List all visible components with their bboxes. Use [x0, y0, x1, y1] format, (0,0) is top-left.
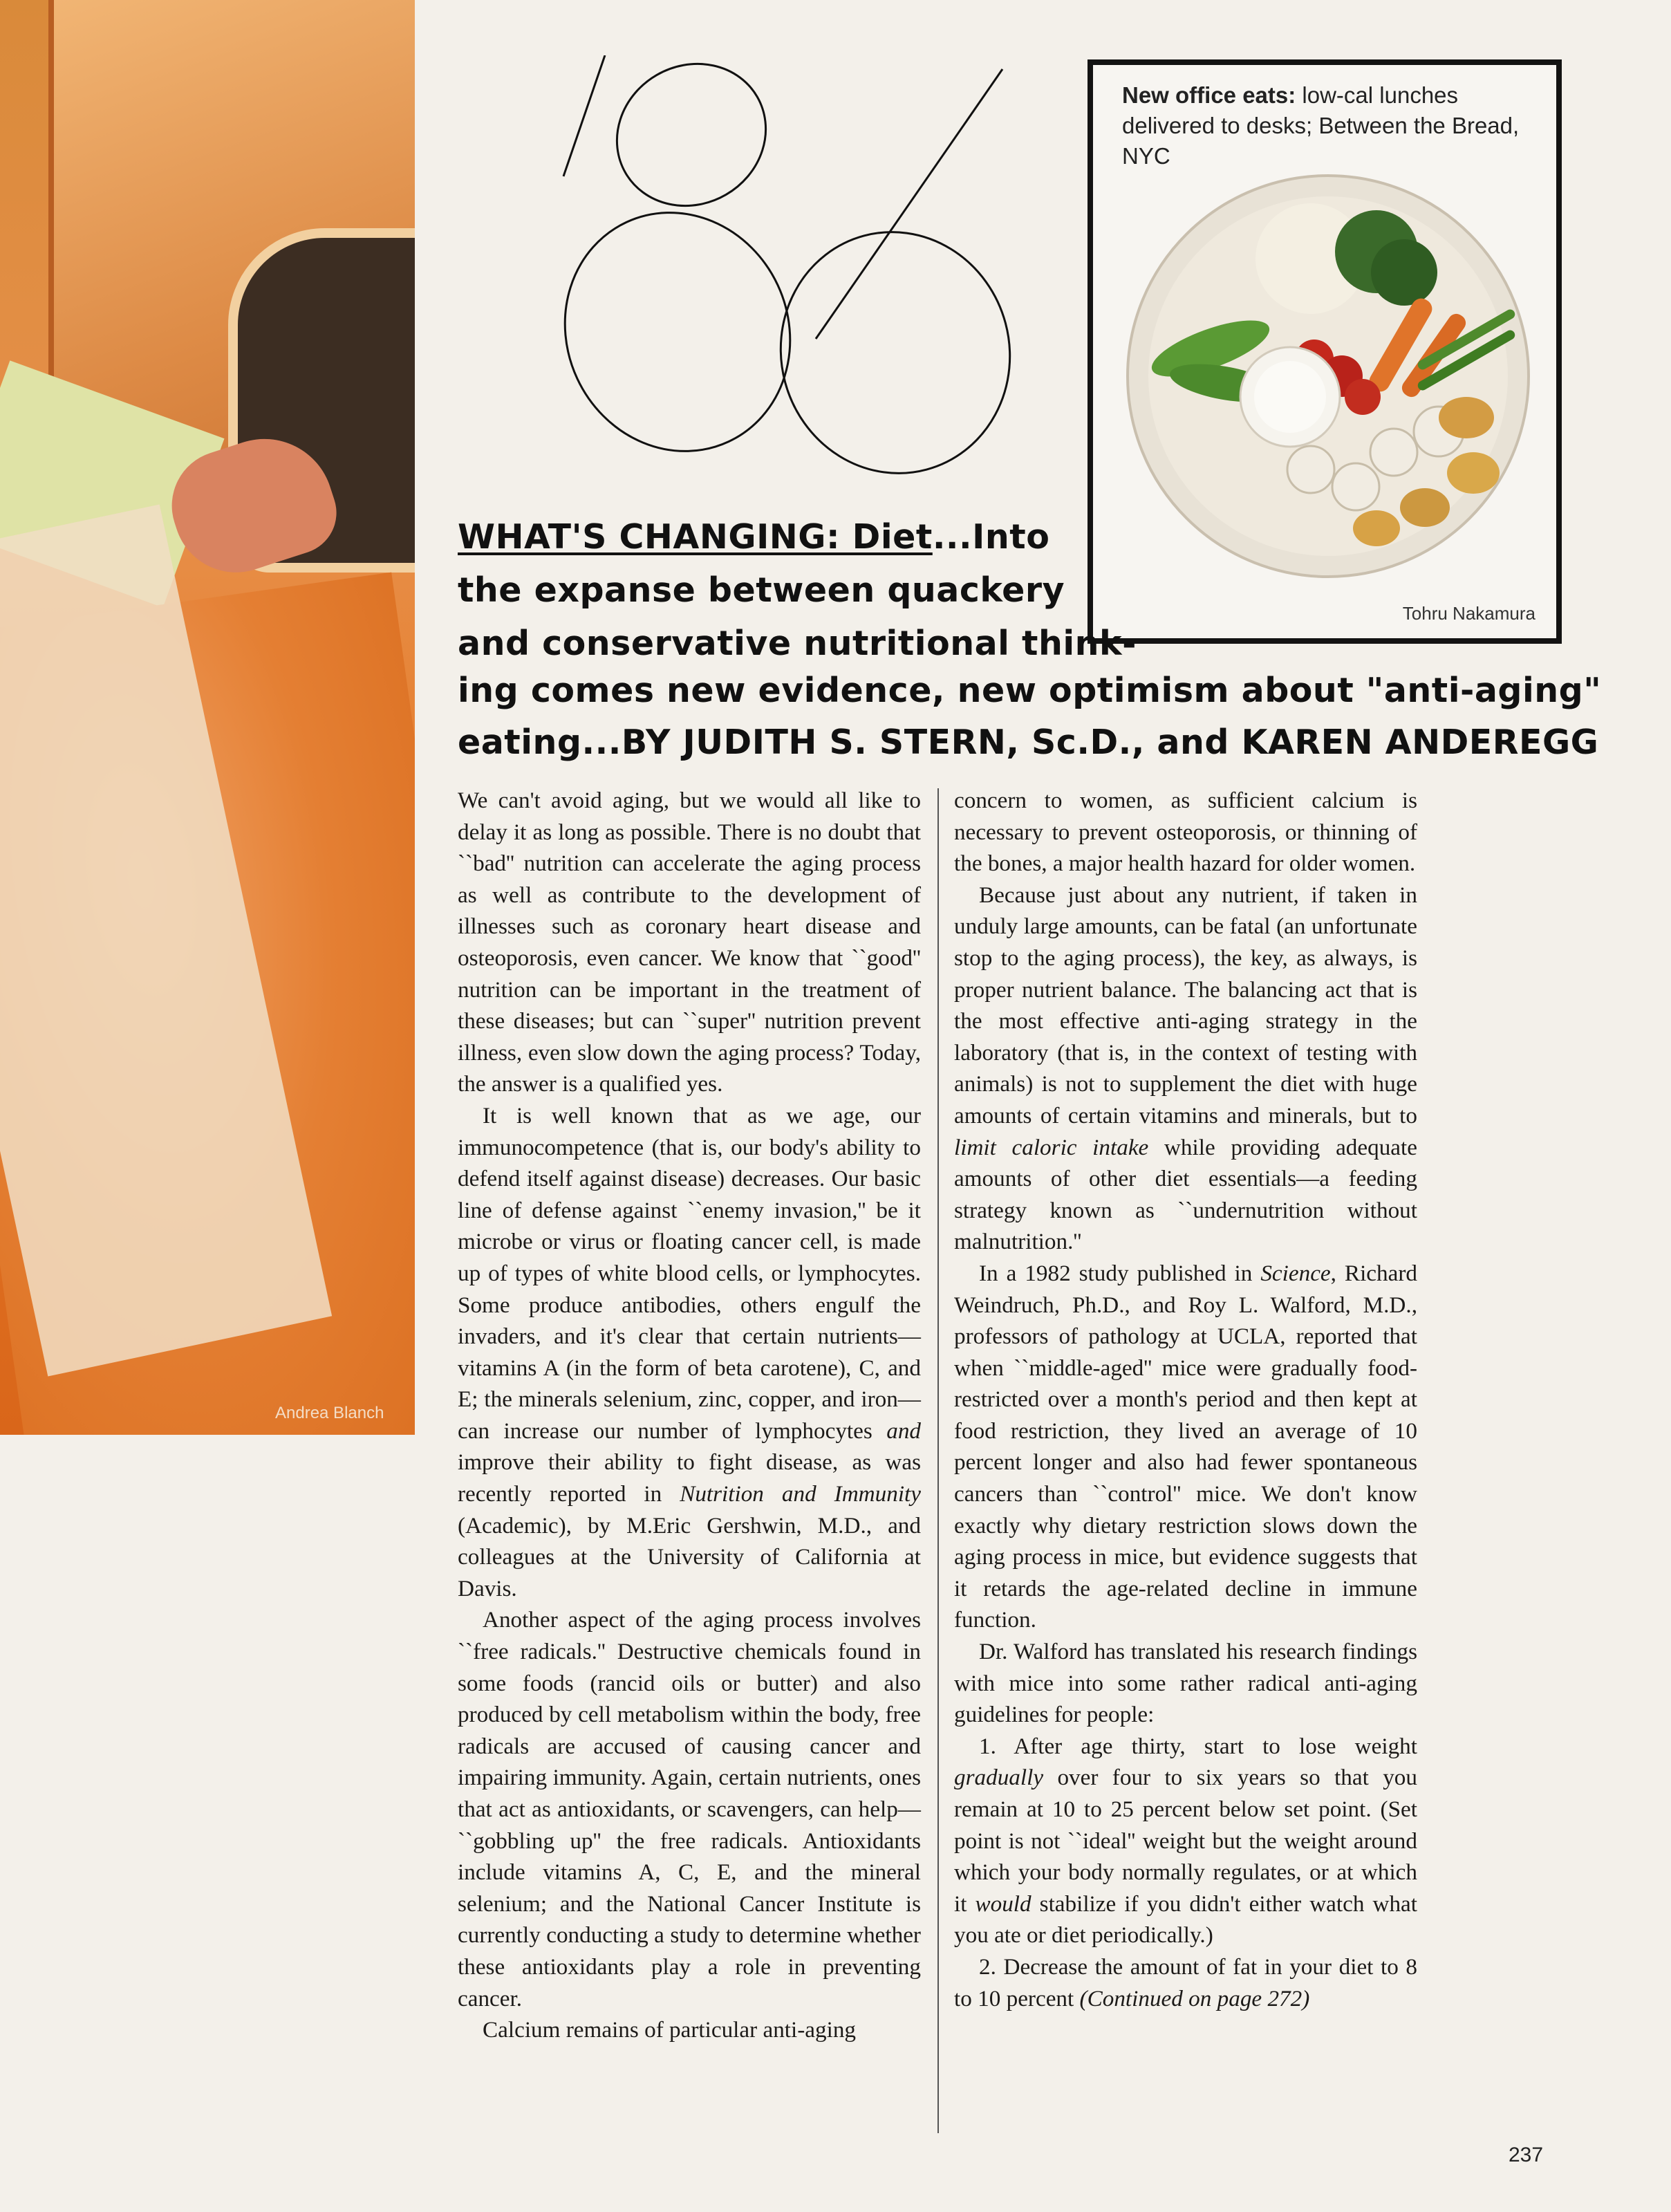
headline-byline: eating...BY JUDITH S. STERN, Sc.D., and KAREN ANDEREGG	[458, 723, 1599, 762]
paragraph: Because just about any nutrient, if taken in unduly large amounts, can be fatal (an unfortunate stop to the aging process), the key, as always, is proper nutrient balance. The balancing act that is the most effective anti-aging strategy in the laboratory (that is, in the context of testing with animals) is not to supplement the diet with huge amounts of certain vitamins and minerals, but to limit caloric intake while providing adequate amounts of other diet essentials—a feeding strategy known as ``undernutrition without malnutrition.''	[954, 882, 1417, 1255]
headline-line-4: ing comes new evidence, new optimism about "anti-aging"	[458, 671, 1602, 710]
paragraph: Another aspect of the aging process involves ``free radicals.'' Destructive chemicals found in some foods (rancid oils or butter) and also produced by cell metabolism within the body, free radicals are accused of causing cancer and impairing immunity. Again, certain nutrients, ones that act as antioxidants, or scavengers, can help—``gobbling up'' the free radicals. Antioxidants include vitamins A, C, E, and the mineral selenium; and the National Cancer Institute is currently conducting a study to determine whether these antioxidants play a role in preventing cancer.	[458, 1607, 921, 2011]
continued-link: (Continued on page 272)	[1079, 1985, 1310, 2011]
inset-caption-text: low-cal lunches delivered to desks; Between the Bread, NYC	[1122, 82, 1520, 169]
inset-caption	[1122, 80, 1544, 171]
headline-line-1-rest: ...Into	[932, 517, 1050, 557]
paragraph: Dr. Walford has translated his research findings with mice into some rather radical anti-aging guidelines for people:	[954, 1639, 1417, 1728]
feature-photo	[0, 0, 415, 1435]
paragraph: 1. After age thirty, start to lose weight gradually over four to six years so that you remain at 10 to 25 percent below set point. (Set point is not ``ideal'' weight but the weight around which your body normally regulates, or at which it would stabilize if you didn't either watch what you ate or diet periodically.)	[954, 1733, 1417, 1949]
year-86-logo	[539, 55, 1065, 526]
paragraph: We can't avoid aging, but we would all like to delay it as long as possible. There is no doubt that ``bad'' nutrition can accelerate the aging process as well as contribute to the development of illnesses such as coronary heart disease and osteoporosis, even cancer. We know that ``good'' nutrition can be important in the treatment of these diseases; but can ``super'' nutrition prevent illness, even slow down the aging process? Today, the answer is a qualified yes.	[458, 788, 921, 1097]
headline-section-label: WHAT'S CHANGING: Diet	[458, 517, 933, 557]
paragraph: concern to women, as sufficient calcium is necessary to prevent osteoporosis, or thinning of the bones, a major health hazard for older women.	[954, 788, 1417, 877]
paragraph: In a 1982 study published in Science, Richard Weindruch, Ph.D., and Roy L. Walford, M.D., professors of pathology at UCLA, reported that when ``middle-aged'' mice were gradually food-restricted over a month's period and then kept at food restriction, they lived an average of 10 percent longer and also had fewer spontaneous cancers than ``control'' mice. We don't know exactly why dietary restriction slows down the aging process in mice, but evidence suggests that it retards the age-related decline in immune function.	[954, 1260, 1417, 1633]
article-column-2	[954, 785, 1417, 2014]
inset-photo-credit: Tohru Nakamura	[1402, 603, 1535, 624]
photo-credit: Andrea Blanch	[275, 1404, 384, 1422]
headline-line-2: the expanse between quackery	[458, 570, 1065, 610]
paragraph: 2. Decrease the amount of fat in your diet to 8 to 10 percent (Continued on page 272)	[954, 1953, 1417, 2011]
inset-caption-lead: New office eats:	[1122, 82, 1296, 108]
vegetable-plate-image	[1121, 169, 1535, 584]
page-number: 237	[1509, 2144, 1544, 2166]
headline-line-1	[458, 510, 1049, 564]
headline-line-3: and conservative nutritional think-	[458, 624, 1137, 663]
column-divider	[937, 788, 939, 2133]
inset-photo-box	[1087, 59, 1562, 644]
paragraph: It is well known that as we age, our immunocompetence (that is, our body's ability to defend itself against disease) decreases. Our basic line of defense against ``enemy invasion,'' be it microbe or virus or floating cancer cell, is made up of types of white blood cells, or lymphocytes. Some produce antibodies, others engulf the invaders, and it's clear that certain nutrients—vitamins A (in the form of beta carotene), C, and E; the minerals selenium, zinc, copper, and iron—can increase our number of lymphocytes and improve their ability to fight disease, as was recently reported in Nutrition and Immunity (Academic), by M.Eric Gershwin, M.D., and colleagues at the University of California at Davis.	[458, 1102, 921, 1601]
paragraph: Calcium remains of particular anti-aging	[483, 2017, 857, 2043]
article-column-1	[458, 785, 921, 2046]
